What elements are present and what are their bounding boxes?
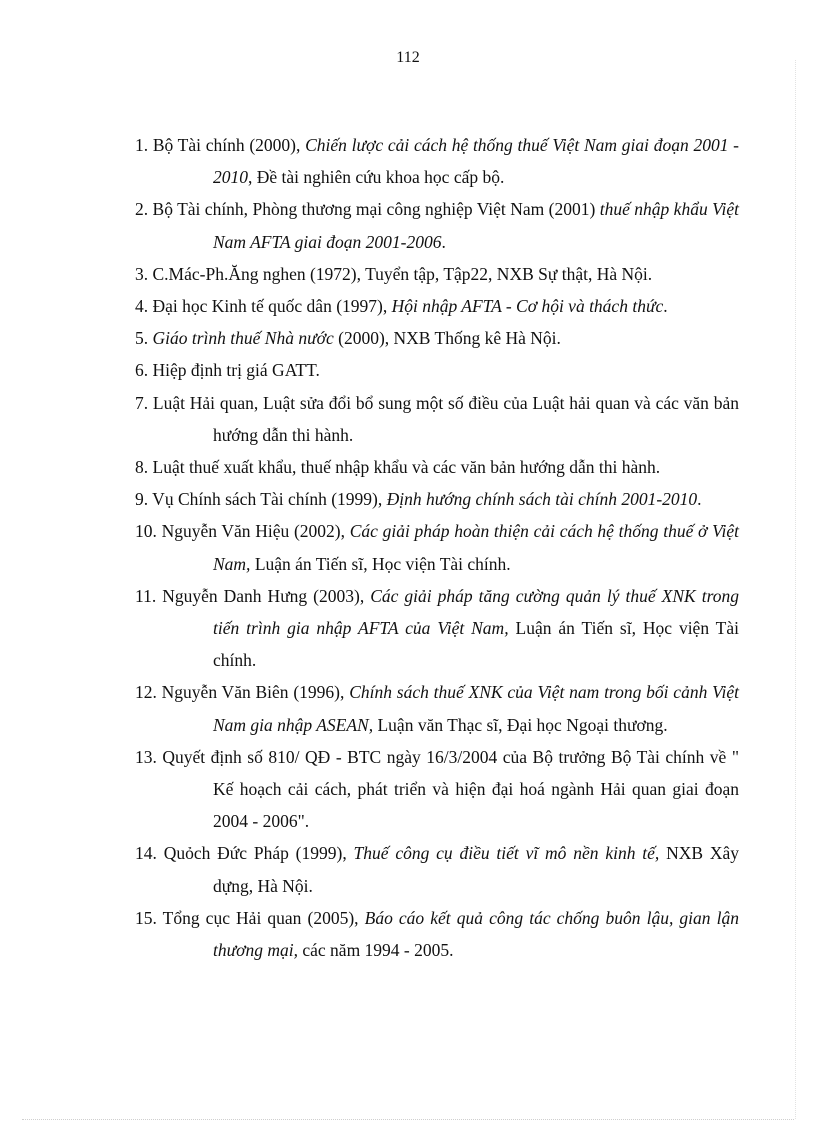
reference-text: Bộ Tài chính, Phòng thương mại công nghiệp Việt Nam (2001) bbox=[148, 199, 600, 220]
reference-text: Hiệp định trị giá GATT. bbox=[148, 360, 320, 381]
reference-text: Nguyễn Danh Hưng (2003), bbox=[156, 585, 371, 606]
reference-text: C.Mác-Ph.Ăng nghen (1972), Tuyển tập, Tập22, NXB Sự thật, Hà Nội. bbox=[148, 263, 653, 284]
reference-text: Tổng cục Hải quan (2005), bbox=[156, 907, 365, 928]
reference-number: 11. bbox=[135, 585, 157, 606]
reference-item bbox=[135, 483, 739, 515]
reference-item bbox=[135, 193, 739, 257]
reference-text: Nguyễn Văn Biên (1996), bbox=[156, 682, 350, 703]
reference-title: Các giải pháp tăng cường quản lý thuế XNK trong tiến trình gia nhập AFTA của Việt Nam, bbox=[213, 585, 739, 639]
reference-text: Quyết định số 810/ QĐ - BTC ngày 16/3/2004 của Bộ trưởng Bộ Tài chính về " Kế hoạch cải cách, phát triển và hiện đại hoá ngành Hải quan giai đoạn 2004 - 2006". bbox=[156, 746, 739, 832]
reference-item bbox=[135, 354, 739, 386]
reference-number: 14. bbox=[135, 843, 157, 864]
reference-number: 12. bbox=[135, 682, 157, 703]
reference-text: Luận án Tiến sĩ, Học viện Tài chính. bbox=[250, 553, 511, 574]
reference-number: 10. bbox=[135, 521, 157, 542]
reference-number: 8. bbox=[135, 457, 149, 478]
reference-item bbox=[135, 258, 739, 290]
reference-item bbox=[135, 129, 739, 193]
reference-title: Chiến lược cải cách hệ thống thuế Việt Nam giai đoạn 2001 - 2010 bbox=[213, 135, 739, 188]
reference-text: . bbox=[441, 231, 446, 252]
reference-item bbox=[135, 902, 739, 966]
reference-title: Giáo trình thuế Nhà nước bbox=[152, 328, 334, 349]
reference-title: Các giải pháp hoàn thiện cải cách hệ thống thuế ở Việt Nam, bbox=[213, 521, 739, 574]
reference-number: 2. bbox=[135, 199, 149, 220]
reference-text: Nguyễn Văn Hiệu (2002), bbox=[156, 521, 350, 542]
reference-number: 7. bbox=[135, 392, 149, 413]
reference-number: 4. bbox=[135, 296, 149, 317]
reference-text: các năm 1994 - 2005. bbox=[298, 940, 454, 961]
reference-text: Quỏch Đức Pháp (1999), bbox=[156, 843, 354, 864]
reference-item bbox=[135, 580, 739, 677]
page-bottom-rule bbox=[22, 1119, 794, 1120]
reference-text: , Đề tài nghiên cứu khoa học cấp bộ. bbox=[248, 167, 505, 188]
page-edge-rule bbox=[795, 60, 796, 1119]
reference-item bbox=[135, 290, 739, 322]
reference-number: 5. bbox=[135, 328, 149, 349]
reference-item bbox=[135, 387, 739, 451]
reference-number: 3. bbox=[135, 263, 149, 284]
reference-title: Định hướng chính sách tài chính 2001-2010 bbox=[386, 489, 698, 510]
reference-item bbox=[135, 322, 739, 354]
reference-text: Vụ Chính sách Tài chính (1999), bbox=[148, 489, 387, 510]
reference-title: Chính sách thuế XNK của Việt nam trong bối cảnh Việt Nam gia nhập ASEAN, bbox=[213, 682, 739, 735]
reference-title: thuế nhập khẩu Việt Nam AFTA giai đoạn 2001-2006 bbox=[213, 199, 739, 252]
reference-number: 13. bbox=[135, 746, 157, 767]
reference-text: Luật thuế xuất khẩu, thuế nhập khẩu và các văn bản hướng dẫn thi hành. bbox=[148, 457, 661, 478]
reference-number: 15. bbox=[135, 907, 157, 928]
reference-text: Luật Hải quan, Luật sửa đổi bổ sung một số điều của Luật hải quan và các văn bản hướng dẫn thi hành. bbox=[148, 392, 739, 445]
reference-title: Hội nhập AFTA - Cơ hội và thách thức bbox=[391, 296, 664, 317]
reference-title: Thuế công cụ điều tiết vĩ mô nền kinh tế, bbox=[353, 843, 660, 864]
reference-text: Bộ Tài chính (2000), bbox=[148, 135, 306, 155]
reference-item bbox=[135, 515, 739, 579]
reference-text: NXB Xây dựng, Hà Nội. bbox=[213, 843, 739, 896]
reference-text: (2000), NXB Thống kê Hà Nội. bbox=[333, 328, 561, 349]
reference-item bbox=[135, 741, 739, 838]
reference-item bbox=[135, 451, 739, 483]
reference-number: 1. bbox=[135, 135, 149, 155]
page-number: 112 bbox=[396, 49, 420, 66]
reference-text: . bbox=[663, 296, 668, 317]
reference-text: Luận án Tiến sĩ, Học viện Tài chính. bbox=[213, 618, 740, 671]
reference-item bbox=[135, 837, 739, 901]
reference-item bbox=[135, 676, 739, 740]
reference-number: 6. bbox=[135, 360, 149, 381]
reference-number: 9. bbox=[135, 489, 149, 510]
reference-text: Đại học Kinh tế quốc dân (1997), bbox=[148, 296, 392, 317]
reference-text: Luận văn Thạc sĩ, Đại học Ngoại thương. bbox=[373, 714, 668, 735]
reference-title: Báo cáo kết quả công tác chống buôn lậu, gian lận thương mại, bbox=[213, 907, 739, 961]
reference-list bbox=[135, 129, 739, 966]
reference-text: . bbox=[697, 489, 702, 510]
